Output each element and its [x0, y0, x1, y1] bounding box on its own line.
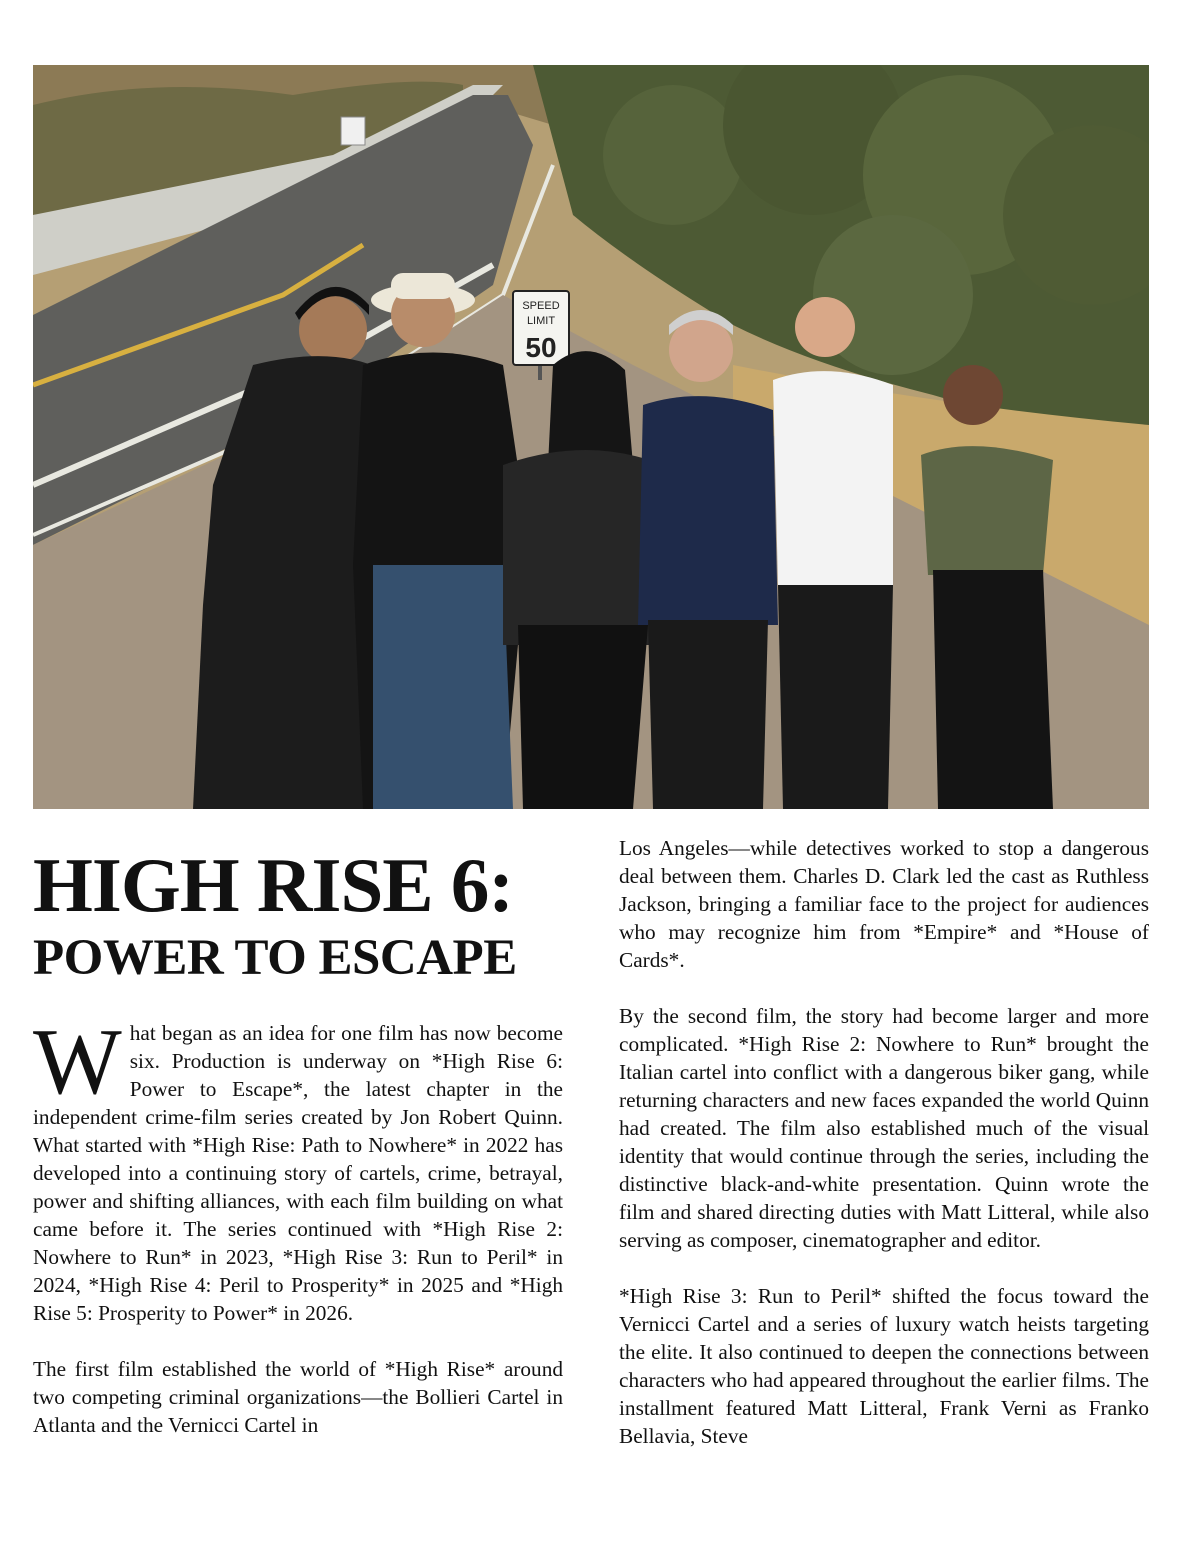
- sign-number-text: 50: [525, 332, 557, 363]
- p2-continuation: Los Angeles—while detectives worked to stop a dangerous deal between them. Charles D. Clark led the cast as Ruthless Jackson, bringing a familiar face to the project for audiences who may recognize him from *Empire* and *House of Cards*.: [619, 836, 1149, 972]
- article-headline: [33, 842, 573, 988]
- article-paragraph-4: *High Rise 3: Run to Peril* shifted the focus toward the Vernicci Cartel and a series of luxury watch heists targeting the elite. It also continued to deepen the connections between characters who had appeared throughout the earlier films. The installment featured Matt Litteral, Frank Verni as Franko Bellavia, Steve: [619, 1284, 1149, 1448]
- article-paragraph-1: [33, 1010, 563, 1327]
- article-paragraph-2-continued: [619, 834, 1149, 974]
- sign-speed-text: SPEED: [522, 300, 560, 312]
- article-paragraph-3: By the second film, the story had become larger and more complicated. *High Rise 2: Nowhere to Run* brought the Italian cartel into conflict with a dangerous biker gang, while returning characters and new faces expanded the world Quinn had created. The film also established much of the visual identity that would continue through the series, including the distinctive black-and-white presentation. Quinn wrote the film and shared directing duties with Matt Litteral, while also serving as composer, cinematographer and editor.: [619, 1004, 1149, 1252]
- article-paragraph-2: The first film established the world of *High Rise* around two competing criminal organizations—the Bollieri Cartel in Atlanta and the Vernicci Cartel in: [33, 1357, 563, 1437]
- sign-limit-text: LIMIT: [526, 315, 556, 327]
- article-title: HIGH RISE 6:: [33, 842, 514, 928]
- article-column-right: [619, 834, 1149, 1478]
- paragraph-1-text: hat began as an idea for one film has now become six. Production is underway on *High Rise 6: Power to Escape*, the latest chapter in the independent crime-film series created by Jon Robert Quinn. What started with *High Rise: Path to Nowhere* in 2022 has developed into a continuing story of cartels, crime, betrayal, power and shifting alliances, with each film building on what came before it. The series continued with *High Rise 2: Nowhere to Run* in 2023, *High Rise 3: Run to Peril* in 2024, *High Rise 4: Peril to Prosperity* in 2025 and *High Rise 5: Prosperity to Power* in 2026.: [33, 1021, 563, 1325]
- hero-photo: [33, 65, 1149, 809]
- article-column-left: [33, 1010, 563, 1467]
- drop-cap: W: [33, 1010, 122, 1114]
- article-subtitle: POWER TO ESCAPE: [33, 930, 517, 986]
